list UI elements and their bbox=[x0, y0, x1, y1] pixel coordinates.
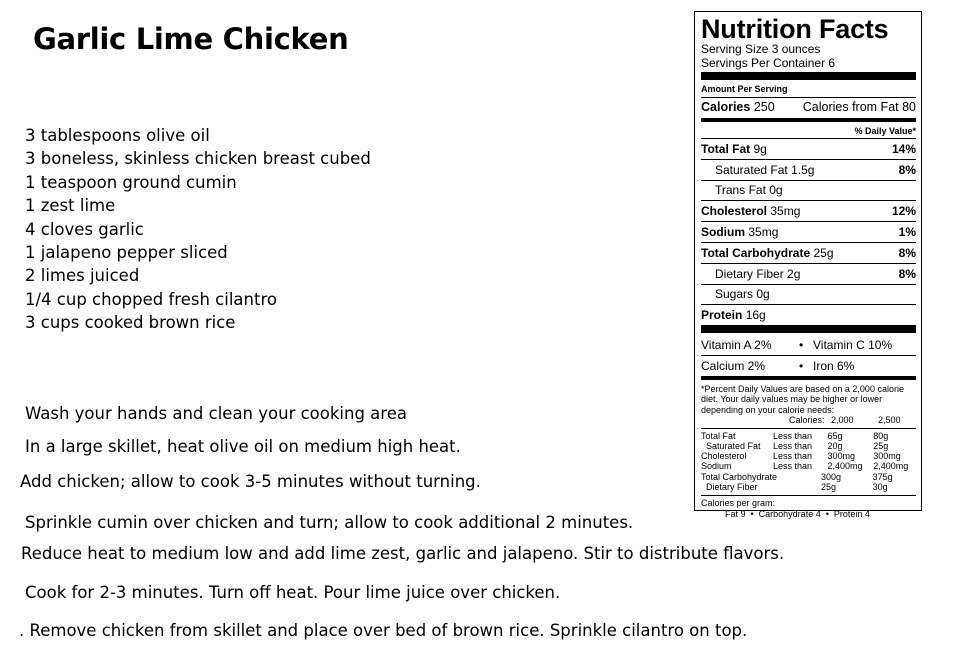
instruction-step: Reduce heat to medium low and add lime zest, garlic and jalapeno. Stir to distribute flavors. bbox=[21, 544, 785, 563]
calories-label: Calories bbox=[701, 100, 751, 114]
ingredient-item: 4 cloves garlic bbox=[25, 219, 144, 239]
instruction-step: In a large skillet, heat olive oil on medium high heat. bbox=[25, 437, 461, 456]
cell: Total Fat bbox=[701, 430, 736, 441]
instruction-step: Add chicken; allow to cook 3-5 minutes without turning. bbox=[20, 472, 481, 491]
nutrient-amount: 0g bbox=[769, 183, 783, 198]
divider bbox=[701, 325, 916, 333]
footnote: *Percent Daily Values are based on a 2,000 calorie diet. Your daily values may be higher or lower depending on your calorie needs: bbox=[701, 383, 904, 415]
vitamin-right: Iron 6% bbox=[813, 358, 855, 373]
bullet: • bbox=[799, 358, 804, 373]
ingredient-item: 3 cups cooked brown rice bbox=[25, 313, 236, 333]
nutrient-label: Sugars bbox=[715, 287, 754, 302]
cell: Less than bbox=[772, 440, 813, 451]
ingredient-item: 1/4 cup chopped fresh cilantro bbox=[25, 289, 277, 309]
cell: 65g bbox=[827, 430, 843, 441]
nutrient-amount: 25g bbox=[813, 245, 834, 260]
nutrient-amount: 1.5g bbox=[791, 162, 815, 177]
calories-value: 250 bbox=[753, 100, 775, 114]
cell: Calories: bbox=[789, 415, 825, 426]
ingredient-item: 3 boneless, skinless chicken breast cubed bbox=[25, 149, 371, 169]
vitamin-row bbox=[701, 355, 916, 376]
divider bbox=[701, 376, 916, 380]
nutrient-dv: 8% bbox=[898, 245, 916, 260]
nutrient-label: Total Fat bbox=[701, 141, 751, 156]
nutrient-label: Cholesterol bbox=[701, 204, 768, 219]
nutrient-row-cholesterol bbox=[701, 200, 916, 221]
recipe-title: Garlic Lime Chicken bbox=[33, 22, 349, 56]
nutrient-row-protein bbox=[701, 304, 916, 325]
nutrient-row-total-fat bbox=[701, 138, 916, 159]
nutrition-facts-label bbox=[694, 11, 922, 519]
nutrient-amount: 2g bbox=[787, 266, 801, 281]
ingredient-item: 1 jalapeno pepper sliced bbox=[25, 242, 228, 262]
vitamin-right: Vitamin C 10% bbox=[813, 338, 893, 353]
cell: 375g bbox=[872, 471, 893, 482]
cell: Cholesterol bbox=[701, 451, 747, 462]
serving-size: Serving Size 3 ounces bbox=[701, 42, 821, 56]
footnote-table-header bbox=[701, 415, 916, 425]
nutrient-amount: 16g bbox=[745, 308, 766, 323]
nutrient-amount: 35mg bbox=[748, 225, 779, 240]
divider bbox=[701, 72, 916, 80]
nutrient-label: Dietary Fiber bbox=[715, 266, 784, 281]
calories-per-gram bbox=[701, 495, 916, 519]
bullet: • bbox=[799, 338, 804, 353]
vitamin-left: Vitamin A 2% bbox=[701, 338, 772, 353]
footnote-row bbox=[701, 482, 916, 492]
nutrient-row-total-carbohydrate bbox=[701, 242, 916, 263]
vitamin-row bbox=[701, 335, 916, 355]
nutrient-label: Sodium bbox=[701, 225, 745, 240]
footnote-row bbox=[701, 451, 916, 461]
instruction-step: Cook for 2-3 minutes. Turn off heat. Pour lime juice over chicken. bbox=[25, 583, 561, 602]
cell: Less than bbox=[772, 430, 813, 441]
nutrient-dv: 12% bbox=[891, 204, 916, 219]
instruction-step: Sprinkle cumin over chicken and turn; allow to cook additional 2 minutes. bbox=[25, 513, 634, 532]
cell: 20g bbox=[827, 440, 843, 451]
nutrient-dv: 8% bbox=[898, 266, 916, 281]
cell: 2,400mg bbox=[827, 461, 863, 472]
cell: 2,000 bbox=[831, 415, 854, 426]
divider bbox=[701, 118, 916, 122]
footnote-table bbox=[701, 428, 916, 493]
nutrient-label: Saturated Fat bbox=[715, 162, 788, 177]
cell: Saturated Fat bbox=[701, 440, 761, 451]
nutrient-row-dietary-fiber bbox=[701, 263, 916, 284]
nutrient-row-sugars bbox=[701, 284, 916, 305]
ingredient-item: 3 tablespoons olive oil bbox=[25, 126, 210, 145]
cell: Sodium bbox=[701, 461, 732, 472]
nutrient-row-saturated-fat bbox=[701, 159, 916, 180]
cell: Less than bbox=[772, 461, 813, 472]
servings-per-container: Servings Per Container 6 bbox=[701, 55, 836, 70]
nutrition-title: Nutrition Facts bbox=[701, 14, 889, 44]
cell: Dietary Fiber bbox=[701, 482, 758, 493]
cell: Total Carbohydrate bbox=[701, 471, 778, 482]
cell: 300mg bbox=[873, 451, 901, 462]
cell: 2,400mg bbox=[873, 461, 909, 472]
ingredient-item: 2 limes juiced bbox=[25, 266, 140, 286]
nutrient-amount: 35mg bbox=[770, 204, 801, 219]
nutrient-dv: 1% bbox=[898, 225, 916, 240]
nutrient-amount: 9g bbox=[753, 141, 767, 156]
ingredient-list bbox=[25, 124, 371, 335]
footnote-row bbox=[701, 441, 916, 451]
calories-per-gram-label: Calories per gram: bbox=[701, 498, 776, 509]
footnote-row bbox=[701, 472, 916, 482]
cell: 300g bbox=[820, 471, 841, 482]
cell: 300mg bbox=[827, 451, 855, 462]
nutrient-row-sodium bbox=[701, 221, 916, 242]
footnote-row bbox=[701, 461, 916, 471]
amount-per-serving: Amount Per Serving bbox=[701, 84, 788, 94]
cell bbox=[701, 415, 775, 425]
cell: 80g bbox=[873, 430, 889, 441]
instruction-step: Wash your hands and clean your cooking area bbox=[25, 404, 407, 423]
nutrient-dv: 8% bbox=[898, 162, 916, 177]
ingredient-item: 1 teaspoon ground cumin bbox=[25, 172, 237, 192]
nutrient-label: Protein bbox=[701, 308, 743, 323]
ingredient-item: 1 zest lime bbox=[25, 196, 116, 216]
cell: 2,500 bbox=[878, 415, 901, 426]
calories-from-fat: Calories from Fat 80 bbox=[802, 100, 916, 114]
cell: 25g bbox=[820, 482, 836, 493]
calories-per-gram-values: Fat 9 • Carbohydrate 4 • Protein 4 bbox=[725, 508, 870, 519]
nutrient-amount: 0g bbox=[756, 287, 770, 302]
nutrient-row-trans-fat bbox=[701, 180, 916, 201]
footnote-row bbox=[701, 431, 916, 441]
nutrient-label: Trans Fat bbox=[715, 183, 766, 198]
vitamin-left: Calcium 2% bbox=[701, 358, 766, 373]
cell: Less than bbox=[772, 451, 813, 462]
daily-value-header: % Daily Value* bbox=[854, 126, 916, 136]
nutrient-dv: 14% bbox=[891, 141, 916, 156]
cell: 25g bbox=[873, 440, 889, 451]
cell: 30g bbox=[872, 482, 888, 493]
nutrient-label: Total Carbohydrate bbox=[701, 245, 811, 260]
instruction-step: . Remove chicken from skillet and place over bed of brown rice. Sprinkle cilantro on top. bbox=[19, 621, 748, 640]
calories-row bbox=[701, 97, 916, 116]
